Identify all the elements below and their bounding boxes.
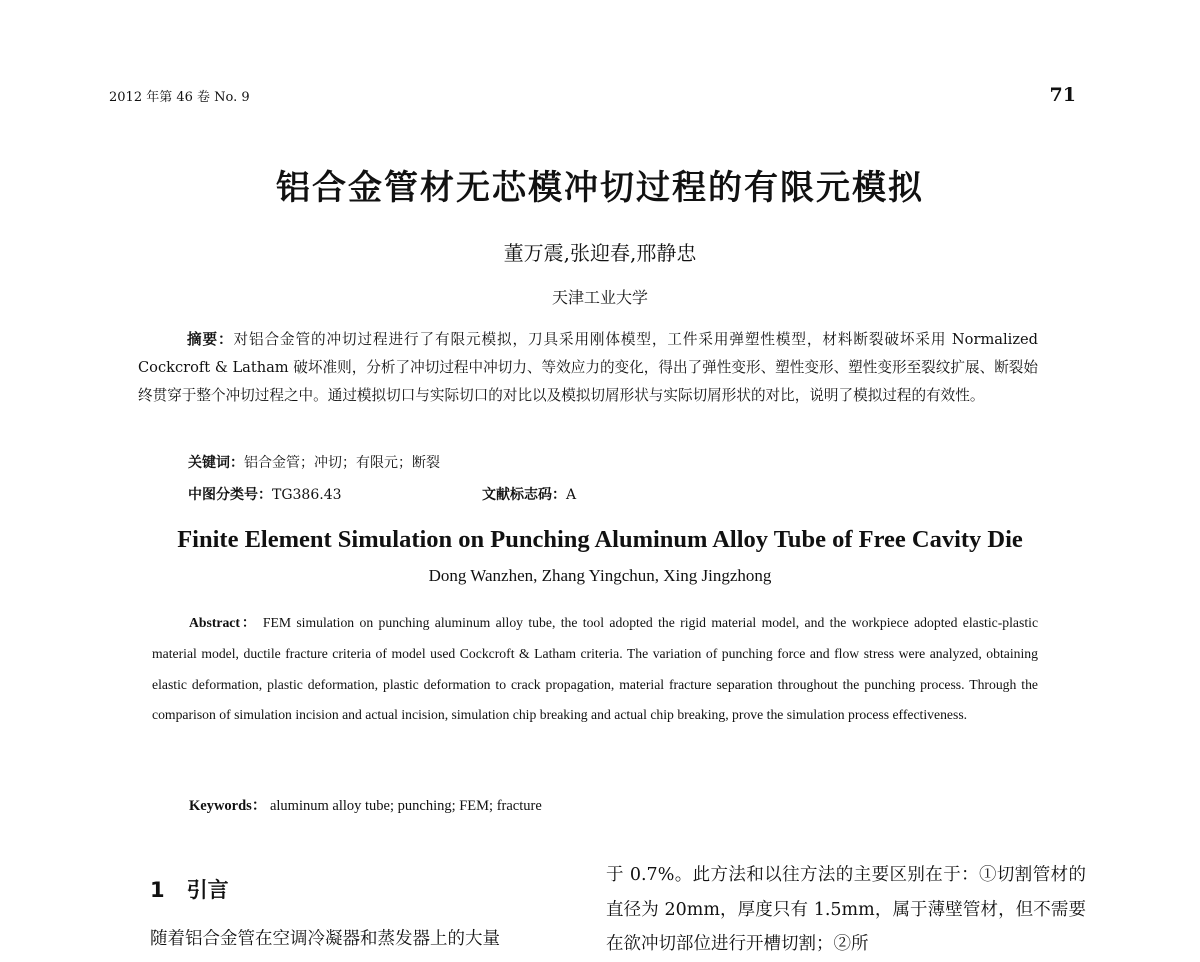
chinese-abstract [138, 326, 1038, 410]
chinese-keywords-label: 关键词： [188, 455, 244, 471]
classification-value: TG386.43 [272, 487, 342, 503]
section-heading [150, 874, 229, 904]
section-title: 引言 [186, 878, 229, 902]
chinese-abstract-text: 对铝合金管的冲切过程进行了有限元模拟，刀具采用刚体模型，工件采用弹塑性模型，材料断裂破坏采用 Normalized Cockcroft & Latham 破坏准则，分析了冲切过程中冲切力、等效应力的变化，得出了弹性变形、塑性变形、塑性变形至裂纹扩展、断裂始终贯穿于整个冲切过程之中。通过模拟切口与实际切口的对比以及模拟切屑形状与实际切屑形状的对比，说明了模拟过程的有效性。 [138, 331, 1038, 404]
english-abstract [152, 608, 1038, 731]
document-code-label: 文献标志码： [482, 487, 566, 503]
running-head: 2012 年第 46 卷 No. 9 [109, 90, 250, 105]
english-authors: Dong Wanzhen, Zhang Yingchun, Xing Jingzhong [428, 566, 772, 585]
english-keywords [189, 794, 542, 815]
chinese-affiliation: 天津工业大学 [551, 288, 648, 307]
document-code [482, 484, 576, 504]
english-keywords-text: aluminum alloy tube; punching; FEM; fracture [269, 798, 542, 814]
chinese-authors: 董万震,张迎春,邢静忠 [503, 241, 697, 265]
classification-label: 中图分类号： [188, 487, 272, 503]
document-code-value: A [566, 487, 577, 503]
body-left-column: 随着铝合金管在空调冷凝器和蒸发器上的大量 [150, 929, 500, 949]
classification-number [188, 484, 342, 504]
english-abstract-label: Abstract： [189, 615, 258, 630]
body-right-column: 于 0.7%。此方法和以往方法的主要区别在于：①切割管材的直径为 20mm，厚度只有 1.5mm，属于薄壁管材，但不需要在欲冲切部位进行开槽切割；②所 [606, 865, 1086, 954]
chinese-keywords-text: 铝合金管；冲切；有限元；断裂 [244, 455, 440, 471]
page-number: 71 [1049, 84, 1076, 106]
english-keywords-label: Keywords： [189, 798, 267, 814]
english-title: Finite Element Simulation on Punching Aluminum Alloy Tube of Free Cavity Die [177, 526, 1023, 553]
section-number: 1 [150, 878, 165, 902]
chinese-title: 铝合金管材无芯模冲切过程的有限元模拟 [276, 168, 924, 208]
chinese-abstract-label: 摘要： [187, 331, 234, 348]
english-abstract-text: FEM simulation on punching aluminum alloy tube, the tool adopted the rigid material model, and the workpiece adopted elastic-plastic material model, ductile fracture criteria of model used Cockcroft & Latham criteria. The variation of punching force and flow stress were analyzed, obtaining elastic deformation, plastic deformation, plastic deformation to crack propagation, material fracture separation throughout the punching process. Through the comparison of simulation incision and actual incision, simulation chip breaking and actual chip breaking, prove the simulation process effectiveness. [152, 615, 1039, 723]
chinese-keywords [188, 452, 440, 472]
